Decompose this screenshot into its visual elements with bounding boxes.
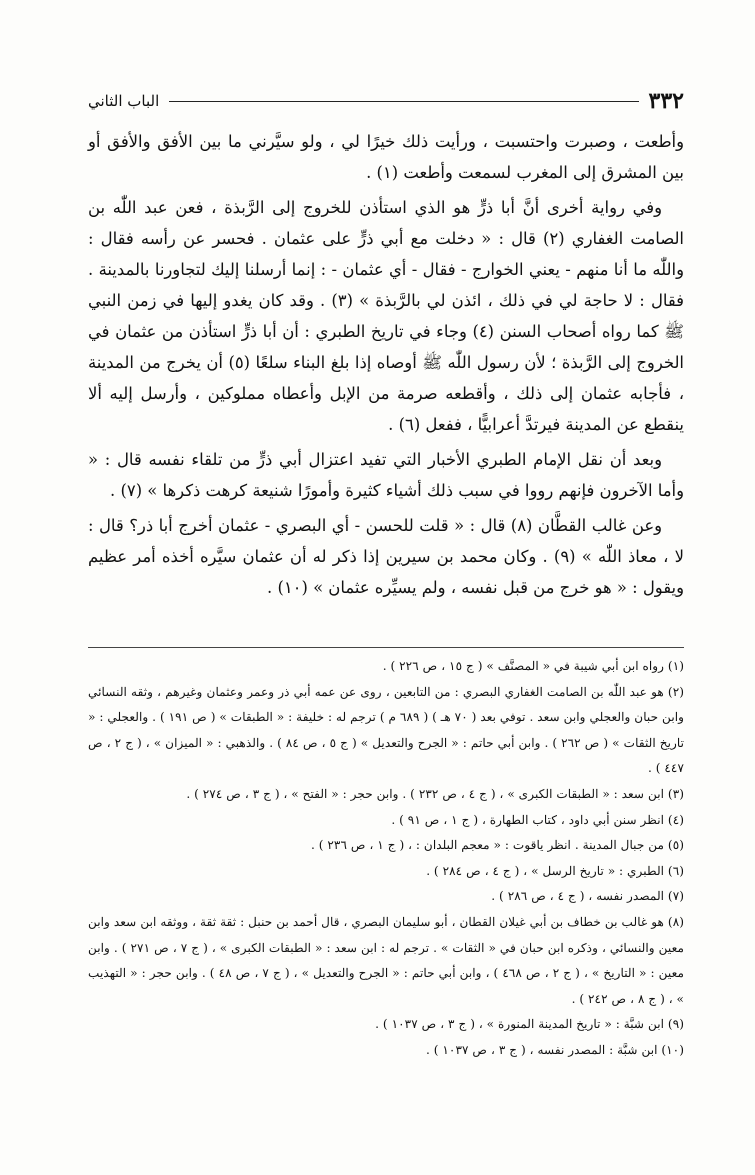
- chapter-title: الباب الثاني: [88, 92, 160, 110]
- footnote: (١٠) ابن شبَّة : المصدر نفسه ، ( ج ٣ ، ص ١٠٣٧ ) .: [425, 1042, 684, 1057]
- main-text: [88, 126, 684, 603]
- footnote: (٥) من جبال المدينة . انظر ياقوت : « معجم البلدان : ، ( ج ١ ، ص ٢٣٦ ) .: [310, 838, 684, 853]
- footnote: (٦) الطبري : « تاريخ الرسل » ، ( ج ٤ ، ص ٢٨٤ ) .: [426, 863, 684, 878]
- header-rule: [169, 101, 638, 102]
- paragraph: وفي رواية أخرى أنَّ أبا ذرٍّ هو الذي استأذن للخروج إلى الرَّبذة ، فعن عبد اللّٰه بن الصامت الغفاري (٢) قال : « دخلت مع أبي ذرٍّ على عثمان . فحسر عن رأسه فقال : واللّٰه ما أنا منهم - يعني الخوارج - فقال - أي عثمان - : إنما أرسلنا إليك لتجاورنا بالمدينة . فقال : لا حاجة لي في ذلك ، ائذن لي بالرَّبذة » (٣) . وقد كان يغدو إليها في زمن النبي ﷺ كما رواه أصحاب السنن (٤) وجاء في تاريخ الطبري : أن أبا ذرٍّ استأذن من عثمان في الخروج إلى الرَّبذة ؛ لأن رسول اللّٰه ﷺ أوصاه إذا بلغ البناء سلعًا (٥) أن يخرج من المدينة ، فأجابه عثمان إلى ذلك ، وأقطعه صرمة من الإبل وأعطاه مملوكين ، وأرسل إليه ألا ينقطع عن المدينة فيرتدَّ أعرابيًّا ، ففعل (٦) .: [88, 198, 684, 434]
- footnotes: [88, 654, 684, 1064]
- page-number: ٣٣٢: [648, 88, 684, 114]
- footnote: (٣) ابن سعد : « الطبقات الكبرى » ، ( ج ٤ ، ص ٢٣٢ ) . وابن حجر : « الفتح » ، ( ج ٣ ، ص ٢٧٤ ) .: [186, 786, 684, 801]
- paragraph: وأطعت ، وصبرت واحتسبت ، ورأيت ذلك خيرًا لي ، ولو سيَّرني ما بين الأفق والأفق أو بين المشرق إلى المغرب لسمعت وأطعت (١) .: [88, 132, 684, 182]
- paragraph: وبعد أن نقل الإمام الطبري الأخبار التي تفيد اعتزال أبي ذرٍّ من تلقاء نفسه قال : « وأما الآخرون فإنهم رووا في سبب ذلك أشياء كثيرة وأمورًا شنيعة كرهت ذكرها » (٧) .: [88, 450, 684, 500]
- footnote: (٢) هو عبد اللّٰه بن الصامت الغفاري البصري : من التابعين ، روى عن عمه أبي ذر وعمر وعثمان وغيرهم ، وثقه النسائي وابن حبان والعجلي وابن سعد . توفي بعد ( ٧٠ هـ ) ( ٦٨٩ م ) ترجم له : خليفة : « الطبقات » ( ص ١٩١ ) . والعجلي : « تاريخ الثقات » ( ص ٢٦٢ ) . وابن أبي حاتم : « الجرح والتعديل » ( ج ٥ ، ص ٨٤ ) . والذهبي : « الميزان » ، ( ج ٢ ، ص ٤٤٧ ) .: [88, 684, 685, 776]
- paragraph: وعن غالب القطَّان (٨) قال : « قلت للحسن - أي البصري - عثمان أخرج أبا ذر؟ قال : لا ، معاذ اللّٰه » (٩) . وكان محمد بن سيرين إذا ذكر له أن عثمان سيَّره أخذه أمر عظيم ويقول : « هو خرج من قبل نفسه ، ولم يسيِّره عثمان » (١٠) .: [88, 516, 684, 597]
- footnotes-divider: [88, 647, 684, 648]
- page-header: [88, 86, 684, 116]
- footnote: (٨) هو غالب بن خطاف بن أبي غيلان القطان ، أبو سليمان البصري ، قال أحمد بن حنبل : ثقة ثقة ، ووثقه ابن سعد وابن معين والنسائي ، وذكره ابن حبان في « الثقات » . ترجم له : ابن سعد : « الطبقات الكبرى » ، ( ج ٧ ، ص ٢٧١ ) . وابن معين : « التاريخ » ، ( ج ٢ ، ص ٤٦٨ ) ، وابن أبي حاتم : « الجرح والتعديل » ، ( ج ٧ ، ص ٤٨ ) . وابن حجر : « التهذيب » ، ( ج ٨ ، ص ٢٤٢ ) .: [88, 914, 685, 1006]
- footnote: (٩) ابن شبَّة : « تاريخ المدينة المنورة » ، ( ج ٣ ، ص ١٠٣٧ ) .: [375, 1017, 684, 1032]
- footnote: (١) رواه ابن أبي شيبة في « المصنَّف » ( ج ١٥ ، ص ٢٢٦ ) .: [382, 659, 684, 673]
- footnote: (٤) انظر سنن أبي داود ، كتاب الطهارة ، ( ج ١ ، ص ٩١ ) .: [391, 812, 684, 827]
- footnote: (٧) المصدر نفسه ، ( ج ٤ ، ص ٢٨٦ ) .: [491, 889, 684, 904]
